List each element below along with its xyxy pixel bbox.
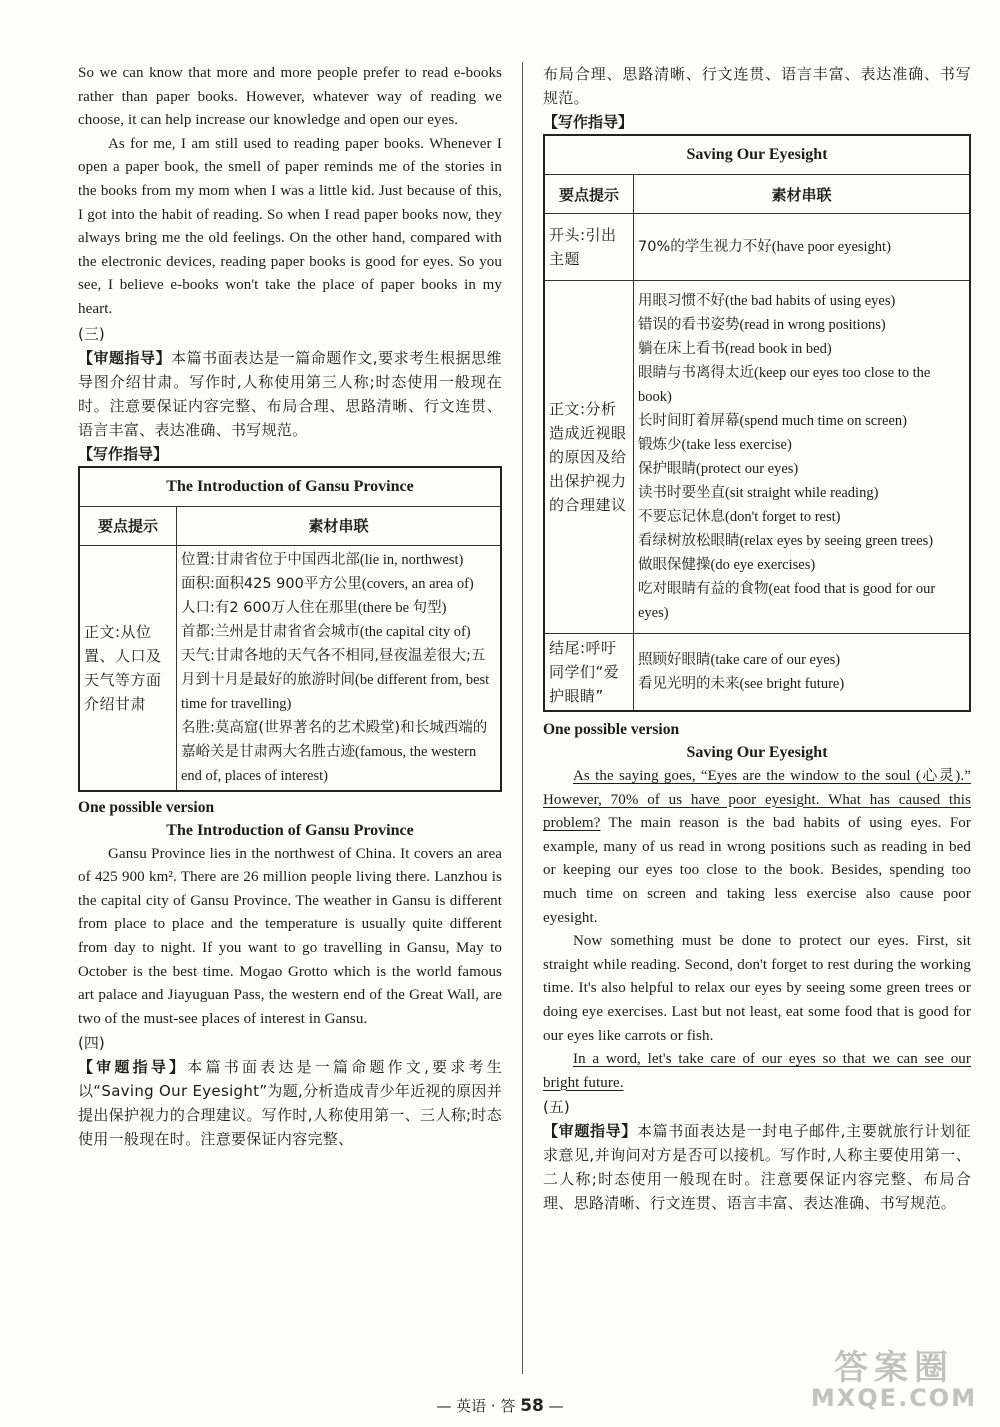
table-header-key: 要点提示 [79,506,177,545]
watermark-bottom: MXQE.COM [810,1384,978,1412]
guide-label: 【审题指导】 [543,1122,637,1141]
guide-continuation: 布局合理、思路清晰、行文连贯、语言丰富、表达准确、书写规范。 [543,65,971,107]
table-key-cell: 开头:引出主题 [544,214,634,281]
underlined-opening: As the saying goes, “Eyes are the window to the soul (心灵).” However, 70% of us have poor eyesight. What has caused this problem? [543,768,971,832]
material-item: 错误的看书姿势(read in wrong positions) [638,317,886,333]
footer-subject: — 英语 · 答 [436,1397,516,1415]
left-column [78,62,502,1151]
essay-paragraph [543,765,971,930]
table-key-cell: 正文:从位置、人口及天气等方面介绍甘肃 [79,545,177,791]
essay2-paragraph: So we can know that more and more people prefer to read e-books rather than paper books. However, whatever way of reading we choose, it can help increase our knowledge and open our eyes. [78,65,502,129]
material-item: 吃对眼睛有益的食物(eat food that is good for our eyes) [638,581,936,621]
section-number: (四) [78,1034,105,1053]
material-item: 保护眼睛(protect our eyes) [638,461,799,477]
guide-text: 本篇书面表达是一封电子邮件,主要就旅行计划征求意见,并询问对方是否可以接机。写作时,人称主要使用第一、二人称;时态使用一般现在时。注意要保证内容完整、布局合理、思路清晰、行文连贯、语言丰富、表达准确、书写规范。 [543,1122,971,1213]
essay-title: The Introduction of Gansu Province [166,821,414,839]
table-title: The Introduction of Gansu Province [79,467,501,507]
table-title: Saving Our Eyesight [544,135,970,175]
material-item: 人口:有2 600万人住在那里(there be 句型) [181,599,447,616]
material-item: 看绿树放松眼睛(relax eyes by seeing green trees) [638,533,934,549]
material-item: 天气:甘肃各地的天气各不相同,昼夜温差很大;五月到十月是最好的旅游时间(be different from, best time for travelling) [181,647,490,712]
guide-label: 【审题指导】 [78,1058,188,1077]
section-number: (五) [543,1098,570,1117]
right-column [543,62,971,1215]
material-item: 名胜:莫高窟(世界著名的艺术殿堂)和长城西端的嘉峪关是甘肃两大名胜古迹(famous, the western end of, places of interest) [181,719,488,784]
material-item: 躺在床上看书(read book in bed) [638,341,832,357]
writing-guide-label: 【写作指导】 [543,113,634,131]
table-header-material: 素材串联 [634,175,971,214]
material-item: 照顾好眼睛(take care of our eyes) [638,652,841,668]
material-item: 首都:兰州是甘肃省省会城市(the capital city of) [181,623,471,640]
column-divider [522,62,523,1374]
essay-paragraph: Gansu Province lies in the northwest of China. It covers an area of 425 900 km². There are 26 million people living there. Lanzhou is the capital city of Gansu Province. The weather in Gansu is different from place to place and the temperature is usually quite different from day to night. If you want to go travelling in Gansu, May to October is the best time. Mogao Grotto which is the world famous art palace and Jiayuguan Pass, the western end of the Great Wall, are two of the must-see places of interest in Gansu. [78,845,502,1027]
version-label: One possible version [78,798,215,816]
table-material-cell [634,281,971,634]
material-item: 面积:面积425 900平方公里(covers, an area of) [181,575,474,592]
section-number: (三) [78,324,105,343]
writing-guide-label: 【写作指导】 [78,444,169,463]
guide-text: 本篇书面表达是一篇命题作文,要求考生以“Saving Our Eyesight”为题,分析造成青少年近视的原因并提出保护视力的合理建议。写作时,人称使用第一、三人称;时态使用一般现在时。注意要保证内容完整、 [78,1058,502,1149]
material-item: 70%的学生视力不好(have poor eyesight) [638,239,891,255]
table-material-cell [634,214,971,281]
guide-paragraph [78,1055,502,1151]
guide-paragraph [543,1119,971,1215]
material-item: 看见光明的未来(see bright future) [638,676,845,692]
essay-paragraph [543,1048,971,1095]
table-key-cell: 正文:分析造成近视眼的原因及给出保护视力的合理建议 [544,281,634,634]
guide-paragraph [78,346,502,442]
watermark-logo [794,1348,994,1423]
essay-text: The main reason is the bad habits of using eyes. For example, many of us read in wrong positions such as reading in bed or keeping our eyes too close to the book. Besides, spending too much time on screen and taking less exercise also cause poor eyesight. [543,815,971,926]
table-material-cell [634,634,971,712]
version-label: One possible version [543,721,680,738]
table-material-cell [177,545,502,791]
material-item: 眼睛与书离得太近(keep our eyes too close to the book) [638,365,931,405]
watermark-top: 答案圈 [834,1348,954,1388]
material-item: 锻炼少(take less exercise) [638,437,792,453]
material-item: 位置:甘肃省位于中国西北部(lie in, northwest) [181,551,464,568]
essay2-paragraph: As for me, I am still used to reading paper books. Whenever I open a paper book, the smell of paper reminds me of the stories in the books from my mom when I was a little kid. Just because of this, I got into the habit of reading. So when I read paper books now, they always bring me the old feelings. On the other hand, compared with the electronic devices, reading paper books is good for eyes. So you see, I believe e-books won't take the place of paper books in my heart. [78,135,502,317]
guide-label: 【审题指导】 [78,348,172,367]
material-item: 读书时要坐直(sit straight while reading) [638,485,879,501]
material-item: 长时间盯着屏幕(spend much time on screen) [638,413,908,429]
footer-dash: — [548,1397,564,1415]
table-header-key: 要点提示 [544,175,634,214]
essay-paragraph: Now something must be done to protect our eyes. First, sit straight while reading. Second, don't forget to rest during the working time. It's also helpful to relax our eyes by seeing some green trees or doing eye exercises. Last but not least, eat some food that is good for our eyes like carrots or fish. [543,933,971,1044]
material-item: 做眼保健操(do eye exercises) [638,557,816,573]
guide-text: 本篇书面表达是一篇命题作文,要求考生根据思维导图介绍甘肃。写作时,人称使用第三人称;时态使用一般现在时。注意要保证内容完整、布局合理、思路清晰、行文连贯、语言丰富、表达准确、书写规范。 [78,348,502,439]
underlined-closing: In a word, let's take care of our eyes so that we can see our bright future. [543,1051,971,1091]
material-item: 不要忘记休息(don't forget to rest) [638,509,841,525]
gansu-guide-table [78,466,502,792]
essay-title: Saving Our Eyesight [686,744,828,761]
eyesight-guide-table [543,134,971,712]
page-number: 58 [520,1396,544,1416]
table-header-material: 素材串联 [177,506,502,545]
material-item: 用眼习惯不好(the bad habits of using eyes) [638,293,896,309]
table-key-cell: 结尾:呼吁同学们“爱护眼睛” [544,634,634,712]
